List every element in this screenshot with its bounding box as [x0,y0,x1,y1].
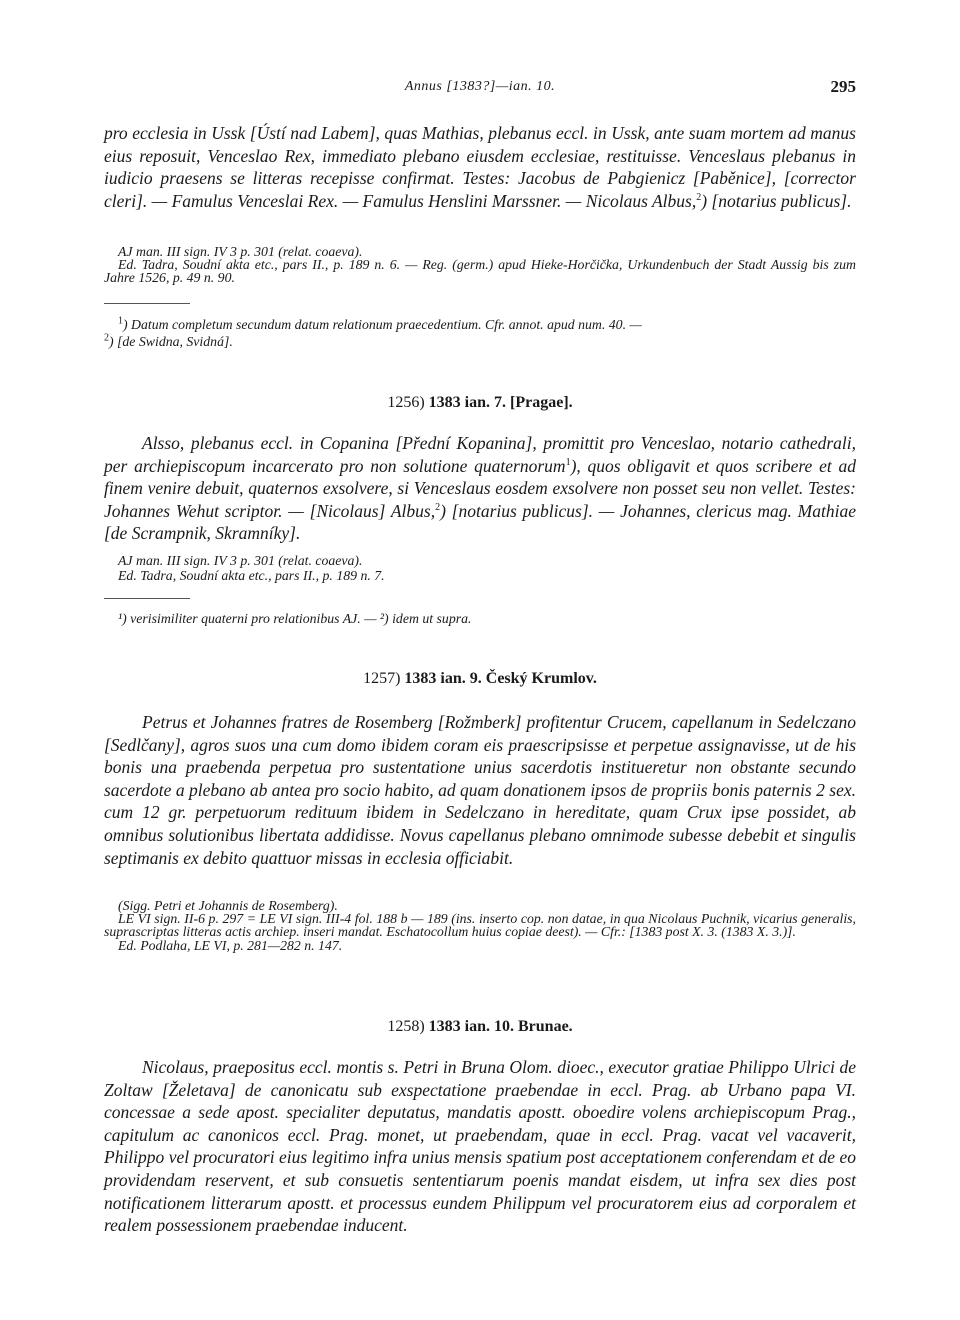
entry-1256-footnotes [104,610,856,627]
entry-1255-body [104,122,856,212]
entry-1256-text: Alsso, plebanus eccl. in Copanina [Přední Kopanina], promittit pro Venceslao, notario cathedrali, per archiepiscopum incarcerato pro non solutione quaternorum$^1$), quos obligavit et quos scribere et ad finem venire debuit, quaternos exsolvere, si Venceslaus eosdem exsolvere non posset seu non vellet. Testes: Johannes Wehut scriptor. — [Nicolaus] Albus,$^2$) [notarius publicus]. — Johannes, clericus mag. Mathiae [de Scrampnik, Skramníky]. [104,433,856,544]
source-line: LE VI sign. II-6 p. 297 = LE VI sign. III-4 fol. 188 b — 189 (ins. inserto cop. non datae, in qua Nicolaus Puchnik, vicarius generalis, suprascriptas litteras actis archiep. inseri mandat. Eschatocollum huius copiae deest). — Cfr.: [1383 post X. 3. (1383 X. 3.)]. [104,911,856,939]
source-line: (Sigg. Petri et Johannis de Rosemberg). [118,898,338,913]
entry-1256-body [104,432,856,545]
source-line: Ed. Tadra, Soudní akta etc., pars II., p. 189 n. 7. [118,568,385,583]
source-line: Ed. Tadra, Soudní akta etc., pars II., p. 189 n. 6. — Reg. (germ.) apud Hieke-Horčička, Urkundenbuch der Stadt Aussig bis zum Jahre 1526, p. 49 n. 90. [104,257,856,285]
footnote-mark: 1 [565,456,571,468]
entry-number: 1258) [387,1018,425,1035]
entry-1255-text: pro ecclesia in Ussk [Ústí nad Labem], quas Mathias, plebanus eccl. in Ussk, ante suam mortem ad manus eius reposuit, Venceslao Rex, immediato plebano eiusdem ecclesiae, restituisse. Venceslaus plebanus in iudicio praesens se litteras recepisse confirmat. Testes: Jacobus de Pabgienicz [Paběnice], [corrector cleri]. — Famulus Venceslai Rex. — Famulus Henslini Marssner. — Nicolaus Albus,$^2$) [notarius publicus]. [104,123,856,211]
page-number: 295 [830,77,856,96]
page-header [104,79,856,103]
footnote: $^1$) Datum completum secundum datum relationum praecedentium. Cfr. annot. apud num. 40. — [118,315,642,332]
entry-1258-heading [104,1018,856,1036]
entry-date-place: 1383 ian. 7. [Pragae]. [428,394,573,411]
source-line: AJ man. III sign. IV 3 p. 301 (relat. coaeva). [118,553,363,568]
entry-1257-body [104,711,856,869]
footnote: ¹) verisimiliter quaterni pro relationibus AJ. — ²) idem ut supra. [118,611,472,626]
entry-1255-footnotes [104,316,856,350]
footnote-mark: 2 [435,501,441,513]
entry-1257-text: Petrus et Johannes fratres de Rosemberg [Rožmberk] profitentur Crucem, capellanum in Sedelczano [Sedlčany], agros suos una cum domo ibidem coram eis praescripsisse et perpetue assignavisse, ut de his bonis una praebenda perpetua pro sustentatione unius sacerdotis institueretur non obstante secundo sacerdote a plebano ab antea pro socio habito, ad quam donationem ipsos de propriis bonis paternis 2 sex. cum 12 gr. perpetuorum redituum ibidem in Sedelczano in hereditate, quam Crux ipse possidet, ab omnibus solutionibus libertata addidisse. Novus capellanus plebano omnimode subesse debebit et singulis septimanis ex debito quattuor missas in ecclesia officiabit. [104,712,856,868]
entry-number: 1257) [363,670,401,687]
running-title: Annus [1383?]—ian. 10. [404,79,556,94]
entry-1256-sources [104,553,856,583]
entry-1256-heading [104,394,856,412]
source-line: Ed. Podlaha, LE VI, p. 281—282 n. 147. [118,938,343,953]
footnote: $^2$) [de Swidna, Svidná]. [104,332,233,349]
footnote-rule [104,303,190,304]
entry-1258-body [104,1056,856,1237]
source-line: AJ man. III sign. IV 3 p. 301 (relat. coaeva). [118,244,363,259]
entry-date-place: 1383 ian. 10. Brunae. [428,1018,573,1035]
entry-1257-heading [104,670,856,688]
entry-1255-sources [104,244,856,284]
entry-1257-sources [104,898,856,953]
footnote-mark: 2 [696,191,702,203]
entry-number: 1256) [387,394,425,411]
entry-date-place: 1383 ian. 9. Český Krumlov. [404,670,597,687]
entry-1258-text: Nicolaus, praepositus eccl. montis s. Petri in Bruna Olom. dioec., executor gratiae Philippo Ulrici de Zoltaw [Želetava] de canonicatu sub exspectatione praebendae in eccl. Prag. ab Urbano papa VI. concessae a sede apost. specialiter deputatus, mandatis apostt. oboedire volens archiepiscopum Prag., capitulum ac canonicos eccl. Prag. monet, ut praebendam, quae in eccl. Prag. vacat vel vacaverit, Philippo vel procuratori eius legitimo infra unius mensis spatium post acceptationem conferendam et de eo providendam reservent, et sub consuetis sententiarum poenis mandat eisdem, ut infra sex dies post notificationem litterarum apostt. et processus eundem Philippum vel procuratorem eius ad corporalem et realem possessionem praebendae inducent. [104,1057,856,1236]
footnote-rule [104,598,190,599]
